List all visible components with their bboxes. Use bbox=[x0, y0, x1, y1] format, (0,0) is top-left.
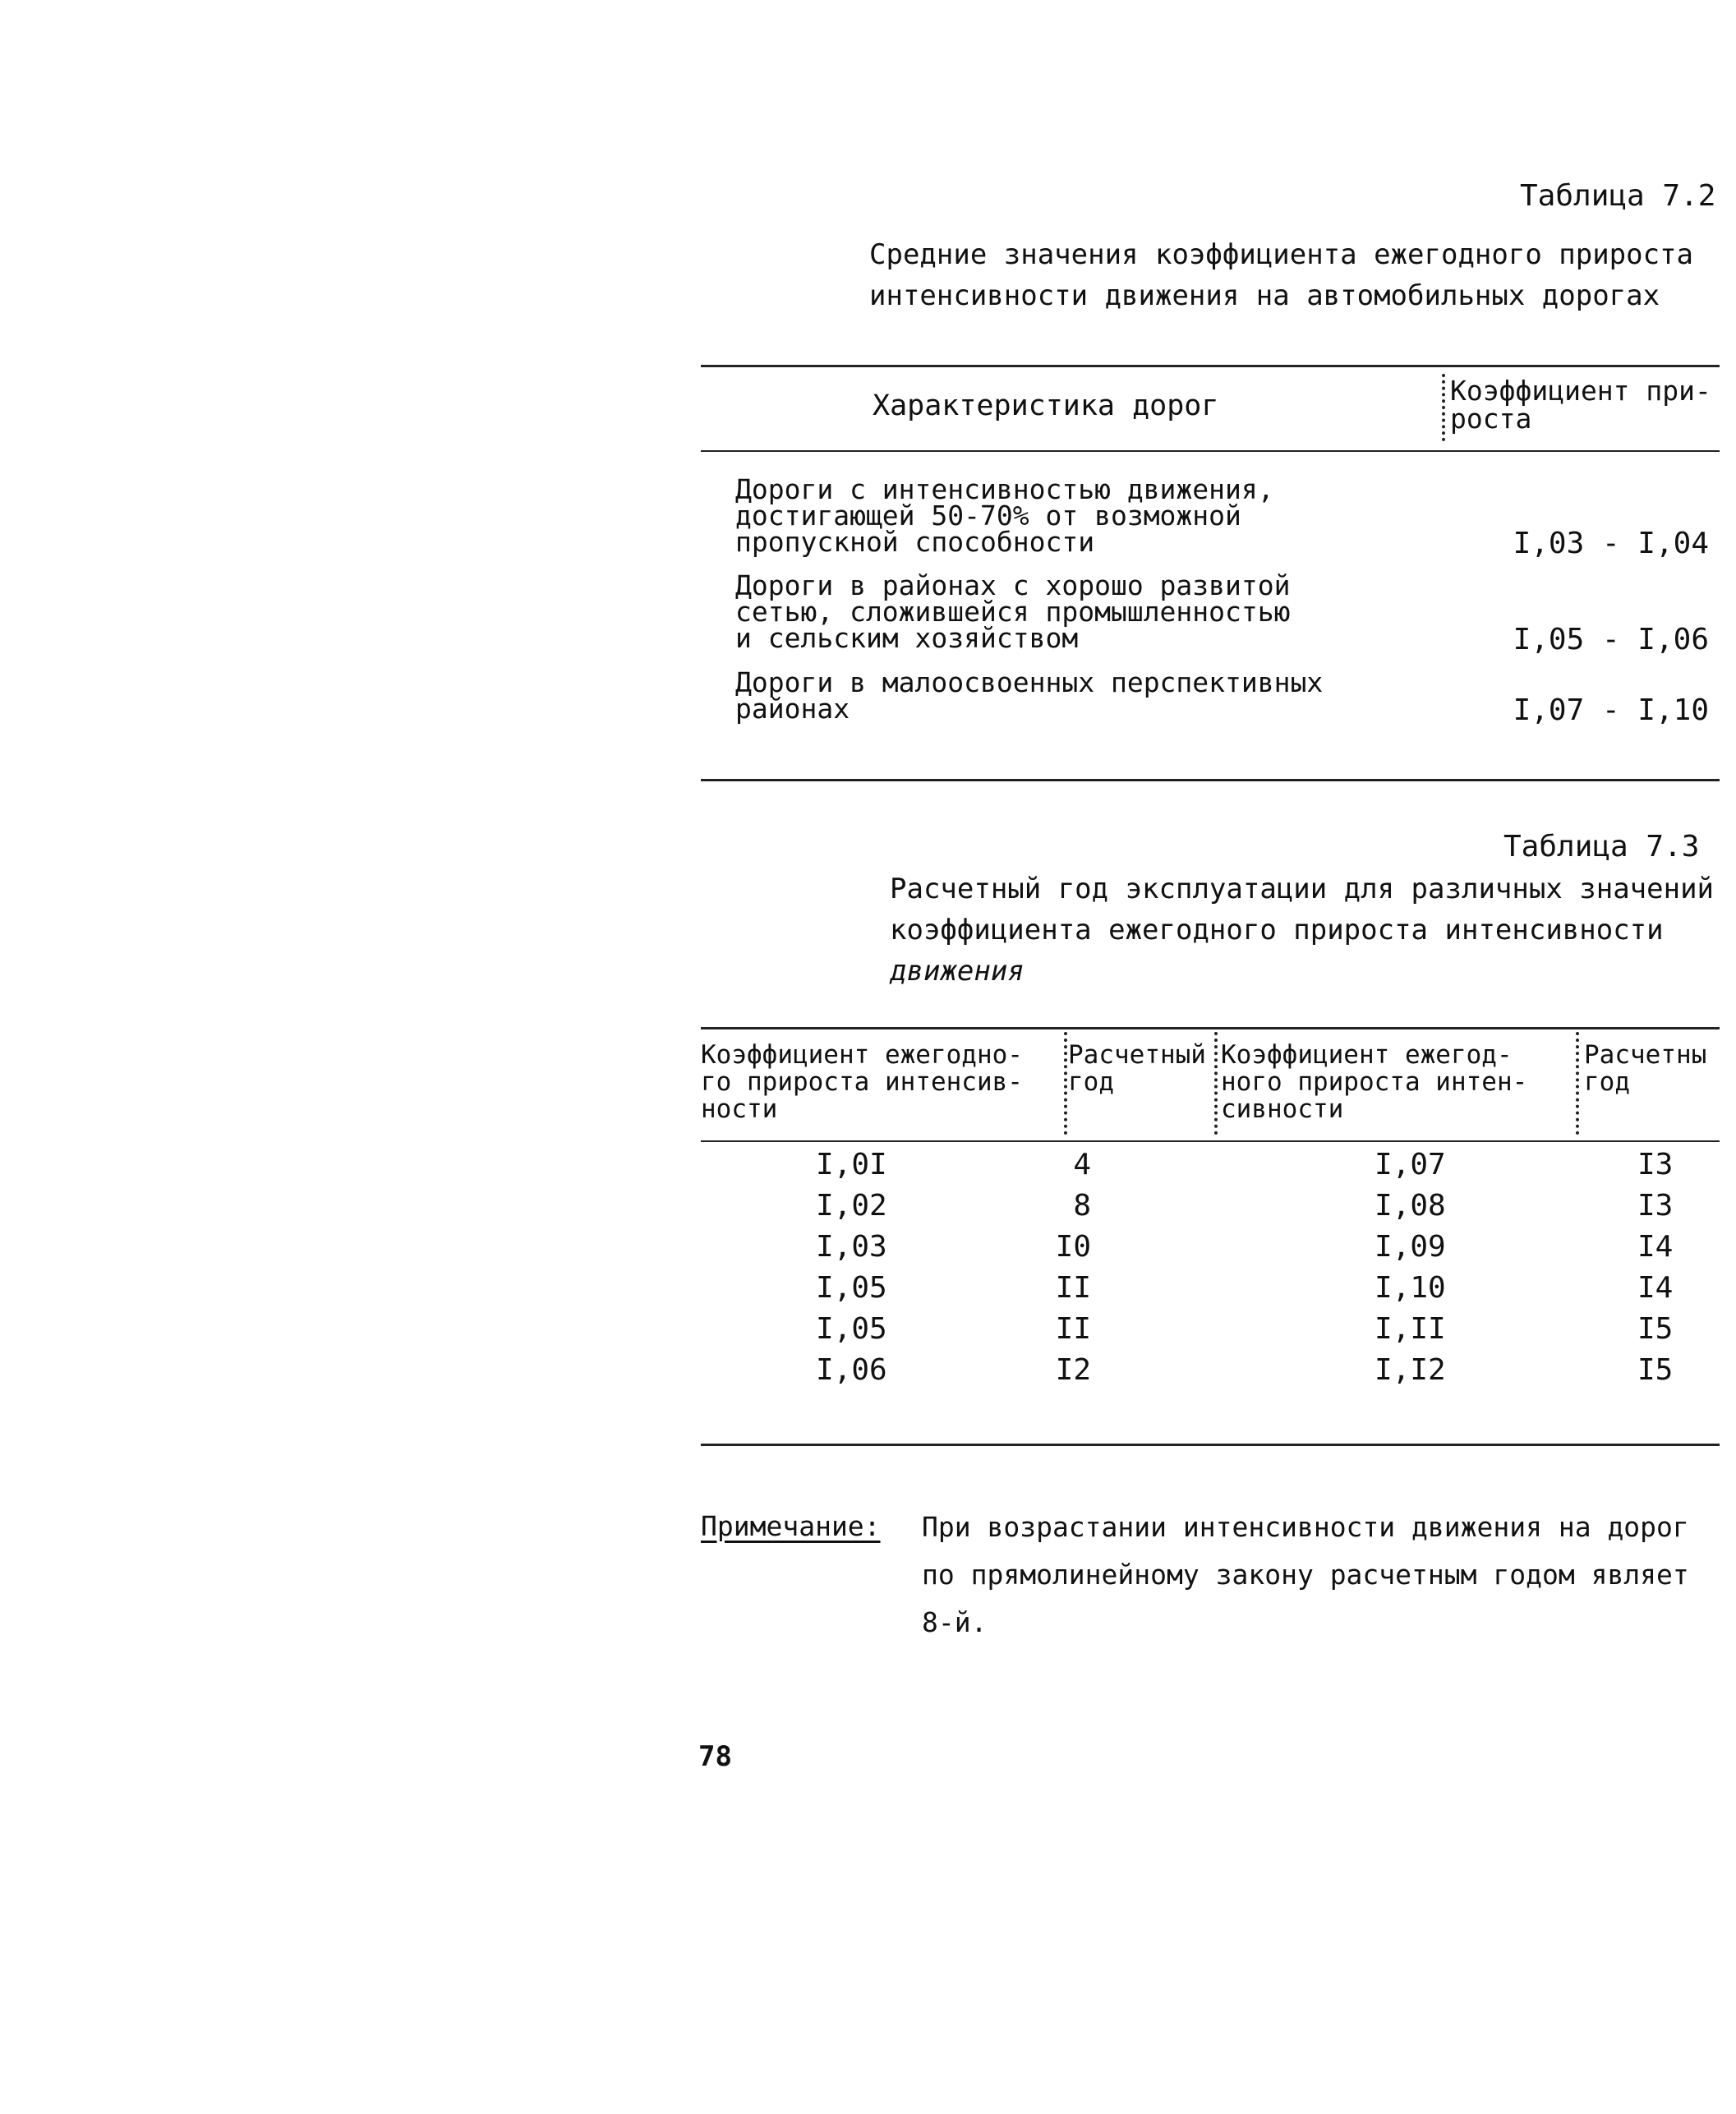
table-7-3-divider-1 bbox=[1064, 1032, 1067, 1135]
table-7-2-bottom-rule bbox=[701, 779, 1720, 781]
row-text-line: и сельским хозяйством bbox=[735, 622, 1079, 654]
table-7-3-number: Таблица 7.3 bbox=[1503, 830, 1700, 864]
note-text bbox=[922, 1504, 1725, 1647]
table-7-2-row-1-value: I,03 - I,04 bbox=[1513, 527, 1709, 560]
header-line: ного прироста интен- bbox=[1221, 1067, 1528, 1097]
table-7-2-title-line: интенсивности движения на автомобильных дорогах bbox=[869, 279, 1660, 312]
header-line: Расчетный bbox=[1068, 1040, 1206, 1070]
table-7-2-header-characteristic: Характеристика дорог bbox=[873, 389, 1219, 422]
cell-coef-2: I,I2 bbox=[1375, 1353, 1446, 1387]
row-text-line: сетью, сложившейся промышленностью bbox=[735, 596, 1291, 628]
cell-year-1: II bbox=[1055, 1271, 1091, 1305]
header-line: Коэффициент при- bbox=[1450, 375, 1711, 407]
row-text-line: достигающей 50-70% от возможной bbox=[735, 500, 1241, 532]
cell-coef-2: I,10 bbox=[1375, 1271, 1446, 1305]
table-7-3-title-line: коэффициента ежегодного прироста интенсивности bbox=[890, 914, 1664, 946]
row-text-line: пропускной способности bbox=[735, 526, 1095, 558]
cell-year-2: I5 bbox=[1637, 1353, 1674, 1387]
table-7-2-number: Таблица 7.2 bbox=[1520, 179, 1716, 213]
note-line: по прямолинейному закону расчетным годом являет bbox=[922, 1559, 1689, 1591]
cell-coef-1: I,05 bbox=[816, 1271, 887, 1305]
table-7-3-divider-3 bbox=[1576, 1032, 1579, 1135]
cell-coef-1: I,06 bbox=[816, 1353, 887, 1387]
row-text-line: Дороги с интенсивностью движения, bbox=[735, 473, 1274, 505]
header-line: Коэффициент ежегодно- bbox=[701, 1040, 1023, 1070]
header-line: ности bbox=[701, 1094, 778, 1124]
header-line: год bbox=[1068, 1067, 1114, 1097]
table-7-3-header-col4 bbox=[1584, 1042, 1706, 1096]
cell-year-1: II bbox=[1055, 1312, 1091, 1346]
cell-coef-1: I,05 bbox=[816, 1312, 887, 1346]
cell-coef-2: I,07 bbox=[1375, 1148, 1446, 1181]
table-7-3-bottom-rule bbox=[701, 1444, 1720, 1446]
header-line: Расчетны bbox=[1584, 1040, 1707, 1070]
table-7-3-title bbox=[890, 868, 1714, 992]
table-7-3-header-col2 bbox=[1068, 1042, 1206, 1096]
row-text-line: Дороги в районах с хорошо развитой bbox=[735, 569, 1291, 601]
note-line: 8-й. bbox=[922, 1606, 988, 1638]
table-7-3-title-line: движения bbox=[890, 955, 1025, 988]
table-7-2-row-3-value: I,07 - I,10 bbox=[1513, 693, 1709, 727]
table-7-2-title bbox=[869, 234, 1693, 316]
header-line: Коэффициент ежегод- bbox=[1221, 1040, 1513, 1070]
table-7-3-top-rule bbox=[701, 1027, 1720, 1029]
table-7-2-top-rule bbox=[701, 365, 1720, 367]
table-7-2-row-1-text bbox=[735, 473, 1274, 558]
table-7-3-header-col3 bbox=[1221, 1042, 1527, 1123]
table-7-2-row-3-text bbox=[735, 666, 1324, 725]
table-7-2-row-2-value: I,05 - I,06 bbox=[1513, 623, 1709, 656]
cell-year-1: 8 bbox=[1073, 1189, 1091, 1223]
header-line: го прироста интенсив- bbox=[701, 1067, 1023, 1097]
table-7-3-header-col1 bbox=[701, 1042, 1023, 1123]
table-row bbox=[701, 1186, 1720, 1227]
cell-year-2: I4 bbox=[1637, 1230, 1674, 1264]
header-line: год bbox=[1584, 1067, 1630, 1097]
table-7-2-header-rule bbox=[701, 450, 1720, 452]
table-7-2-header-divider bbox=[1442, 374, 1445, 441]
page-number: 78 bbox=[698, 1740, 732, 1773]
table-7-3-body bbox=[701, 1145, 1720, 1391]
cell-year-1: I2 bbox=[1055, 1353, 1091, 1387]
cell-year-2: I5 bbox=[1637, 1312, 1674, 1346]
table-7-2-title-line: Средние значения коэффициента ежегодного прироста bbox=[869, 238, 1694, 271]
cell-coef-1: I,0I bbox=[816, 1148, 887, 1181]
table-row bbox=[701, 1268, 1720, 1309]
cell-year-1: 4 bbox=[1073, 1148, 1091, 1181]
note-label: Примечание: bbox=[701, 1510, 881, 1542]
cell-year-2: I4 bbox=[1637, 1271, 1674, 1305]
cell-coef-2: I,08 bbox=[1375, 1189, 1446, 1223]
table-7-2-header-coefficient bbox=[1450, 377, 1711, 433]
row-text-line: районах bbox=[735, 693, 850, 725]
header-line: роста bbox=[1450, 403, 1532, 435]
table-7-3-header-rule bbox=[701, 1140, 1720, 1142]
row-text-line: Дороги в малоосвоенных перспективных bbox=[735, 666, 1324, 698]
table-row bbox=[701, 1309, 1720, 1350]
cell-year-2: I3 bbox=[1637, 1148, 1674, 1181]
cell-year-1: I0 bbox=[1055, 1230, 1091, 1264]
table-row bbox=[701, 1227, 1720, 1268]
table-7-3-title-line: Расчетный год эксплуатации для различных значений bbox=[890, 873, 1715, 905]
table-row bbox=[701, 1145, 1720, 1186]
cell-coef-2: I,09 bbox=[1375, 1230, 1446, 1264]
cell-coef-1: I,02 bbox=[816, 1189, 887, 1223]
note-line: При возрастании интенсивности движения на дорог bbox=[922, 1511, 1689, 1543]
table-7-2-row-2-text bbox=[735, 569, 1291, 654]
cell-coef-2: I,II bbox=[1375, 1312, 1446, 1346]
table-7-3-divider-2 bbox=[1214, 1032, 1218, 1135]
header-line: сивности bbox=[1221, 1094, 1344, 1124]
cell-coef-1: I,03 bbox=[816, 1230, 887, 1264]
table-row bbox=[701, 1350, 1720, 1391]
cell-year-2: I3 bbox=[1637, 1189, 1674, 1223]
